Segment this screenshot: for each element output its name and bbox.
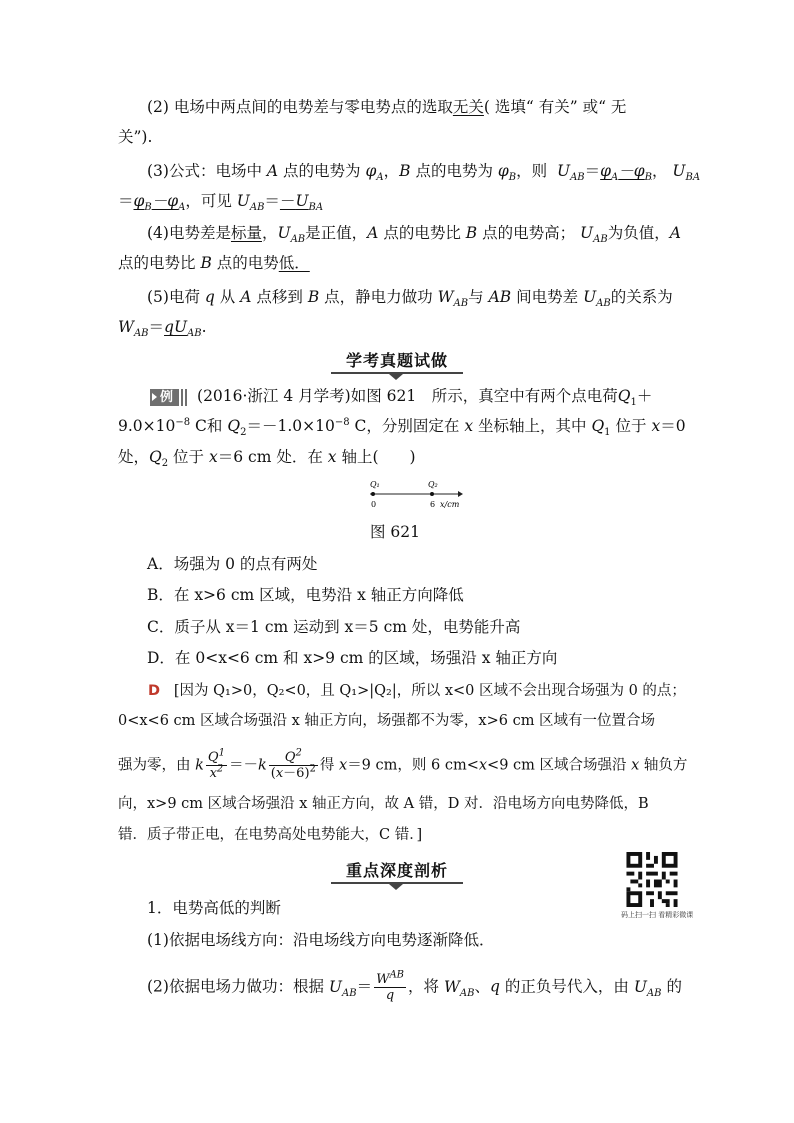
solution-line5: 错．质子带正电，在电势高处电势能大，C 错．] bbox=[118, 827, 423, 843]
header-underline bbox=[331, 372, 463, 374]
qr-code-icon[interactable] bbox=[626, 852, 678, 907]
text: C，分别固定在 bbox=[349, 417, 460, 435]
section-title: 学考真题试做 bbox=[345, 351, 448, 370]
fraction-w-over-q: $\frac{W^{AB}}{q}$ bbox=[376, 969, 405, 1003]
text: ，将 bbox=[408, 977, 440, 996]
text: 点移到 bbox=[256, 288, 303, 306]
text: 从 bbox=[219, 288, 236, 306]
paragraph-3-line2: $=\varphi_B-\varphi_A$，可见 $U_{AB}=-U_{BA}$ bbox=[118, 192, 324, 214]
example-tag: 例 bbox=[150, 389, 177, 406]
example-line1: 例 (2016·浙江 4 月学考)如图 621 所示，真空中有两个点电荷$Q_1+$ bbox=[150, 386, 652, 406]
text: ，则 bbox=[516, 162, 548, 180]
q1-point bbox=[371, 492, 375, 496]
fraction-q2: $\frac{Q^2}{(x-6)^2}$ bbox=[270, 747, 316, 781]
text: 点的电势为 bbox=[415, 162, 493, 180]
text: C和 bbox=[190, 417, 223, 435]
option-c: C．质子从 x＝1 cm 运动到 x＝5 cm 处，电势能升高 bbox=[147, 618, 521, 636]
fraction-q1: $\frac{Q^1}{x^2}$ bbox=[207, 747, 225, 781]
paragraph-4-line2: 点的电势比 B 点的电势低． bbox=[118, 254, 310, 272]
text: 与 bbox=[468, 288, 484, 306]
deep-heading-1: 1．电势高低的判断 bbox=[147, 899, 281, 917]
text: 间电势差 bbox=[516, 288, 579, 306]
text: 处， bbox=[118, 448, 150, 466]
text: 9.0×10 bbox=[118, 417, 176, 435]
paragraph-2-line2 bbox=[118, 127, 152, 147]
text: −8 bbox=[334, 416, 350, 428]
text: 轴上( ) bbox=[341, 448, 416, 466]
axis-arrow bbox=[458, 491, 463, 497]
text: 点的电势为 bbox=[283, 162, 361, 180]
text: 的正负号代入，由 bbox=[504, 977, 629, 996]
text: 点的电势比 bbox=[383, 224, 461, 242]
answer-blank: 标量 bbox=[230, 224, 262, 242]
answer-letter: D bbox=[148, 683, 161, 699]
text: <9 cm 区域合场强沿 bbox=[487, 757, 627, 774]
section-title: 重点深度剖析 bbox=[345, 861, 448, 880]
solution-line1 bbox=[148, 681, 686, 701]
text: 的关系为 bbox=[610, 288, 673, 306]
text: ＝－1.0×10 bbox=[246, 417, 335, 435]
text: −8 bbox=[175, 416, 191, 428]
text: 点，静电力做功 bbox=[324, 288, 433, 306]
q2-label: Q₂ bbox=[428, 480, 438, 489]
text: ＝9 cm，则 6 cm< bbox=[347, 757, 479, 774]
text: (2016·浙江 4 月学考)如图 621 所示，真空中有两个点电荷 bbox=[197, 387, 618, 405]
text: (3)公式：电场中 bbox=[147, 162, 262, 180]
text: 的 bbox=[666, 977, 682, 996]
q2-point bbox=[430, 492, 434, 496]
text: (4)电势差是 bbox=[147, 224, 231, 242]
text: 关”). bbox=[118, 128, 153, 146]
axis-label: x/cm bbox=[440, 500, 460, 509]
text: 轴负方 bbox=[643, 757, 688, 774]
text: (5)电荷 bbox=[147, 288, 200, 306]
solution-line3: 强为零，由 k $\frac{Q^1}{x^2}$ ＝－k $\frac{Q^2}{(x-6)^2}$ 得 x＝9 cm，则 6 cm<x<9 cm 区域合场强沿 x 轴负方 bbox=[118, 747, 688, 781]
text: ( 选填“ 有关” 或“ 无 bbox=[483, 98, 627, 116]
qr-caption: 码上扫一扫 看精彩微课 bbox=[621, 911, 694, 919]
text: 坐标轴上，其中 bbox=[478, 417, 587, 435]
text: (2)依据电场力做功：根据 bbox=[147, 977, 324, 996]
option-d: D．在 0<x<6 cm 和 x>9 cm 的区域，场强沿 x 轴正方向 bbox=[147, 649, 558, 667]
paragraph-3-line1: (3)公式：电场中 A 点的电势为 $\varphi_A$，B 点的电势为 $\varphi_B$，则 $U_{AB}=\varphi_A-\varphi_B$， $U_{BA}$ bbox=[147, 162, 701, 184]
deep-line-1: (1)依据电场线方向：沿电场线方向电势逐渐降低． bbox=[147, 931, 495, 949]
text: 强为零，由 bbox=[118, 757, 191, 774]
paragraph-2-line1 bbox=[147, 97, 626, 117]
text: 位于 bbox=[173, 448, 205, 466]
text: 为负值， bbox=[607, 224, 670, 242]
text: ＝6 cm 处．在 bbox=[217, 448, 323, 466]
paragraph-5-line1: (5)电荷 q 从 A 点移到 B 点，静电力做功 $W_{AB}$与 AB 间电势差 $U_{AB}$的关系为 bbox=[147, 288, 673, 310]
header-underline bbox=[331, 882, 463, 884]
answer-blank: 无关 bbox=[452, 98, 484, 116]
figure-axis-diagram bbox=[362, 478, 472, 514]
section-header-exam bbox=[0, 348, 794, 374]
deep-line-2: (2)依据电场力做功：根据 $U_{AB}=$ $\frac{W^{AB}}{q}$ ，将 $W_{AB}$、q 的正负号代入，由 $U_{AB}$ 的 bbox=[147, 969, 682, 1003]
solution-line4: 向，x>9 cm 区域合场强沿 x 轴正方向，故 A 错，D 对．沿电场方向电势降低，B bbox=[118, 796, 649, 812]
text: 得 bbox=[319, 757, 335, 774]
answer-blank: 低． bbox=[278, 254, 310, 272]
tick-6: 6 bbox=[430, 500, 436, 509]
q1-label: Q₁ bbox=[370, 480, 380, 489]
text: 点的电势高； bbox=[482, 224, 576, 242]
paragraph-5-line2: $W_{AB}=qU_{AB}$. bbox=[118, 318, 207, 340]
option-a: A．场强为 0 的点有两处 bbox=[147, 555, 318, 573]
text: (2) 电场中两点间的电势差与零电势点的选取 bbox=[147, 98, 453, 116]
solution-line2: 0<x<6 cm 区域合场强沿 x 轴正方向，场强都不为零，x>6 cm 区域有一位置合场 bbox=[118, 713, 656, 729]
example-line2: $9.0\times 10^{-8}$ C和 $Q_2=-1.0\times 10^{-8}$ C，分别固定在 x 坐标轴上，其中 $Q_1$ 位于 x＝0 bbox=[118, 416, 686, 439]
text: ＋ bbox=[636, 387, 653, 405]
paragraph-4-line1: (4)电势差是标量，$U_{AB}$是正值，A 点的电势比 B 点的电势高； $U_{AB}$为负值，A bbox=[147, 224, 681, 246]
option-b: B．在 x>6 cm 区域，电势沿 x 轴正方向降低 bbox=[147, 586, 464, 604]
text: ＝0 bbox=[660, 417, 686, 435]
example-line3: 处，$Q_2$ 位于 x＝6 cm 处．在 x 轴上( ) bbox=[118, 448, 416, 470]
text: [因为 Q₁>0，Q₂<0，且 Q₁>|Q₂|，所以 x<0 区域不会出现合场强为 0 的点； bbox=[173, 683, 686, 699]
text: 位于 bbox=[615, 417, 647, 435]
figure-caption: 图 621 bbox=[370, 523, 421, 541]
tick-0: 0 bbox=[371, 500, 377, 509]
text: 是正值， bbox=[305, 224, 368, 242]
